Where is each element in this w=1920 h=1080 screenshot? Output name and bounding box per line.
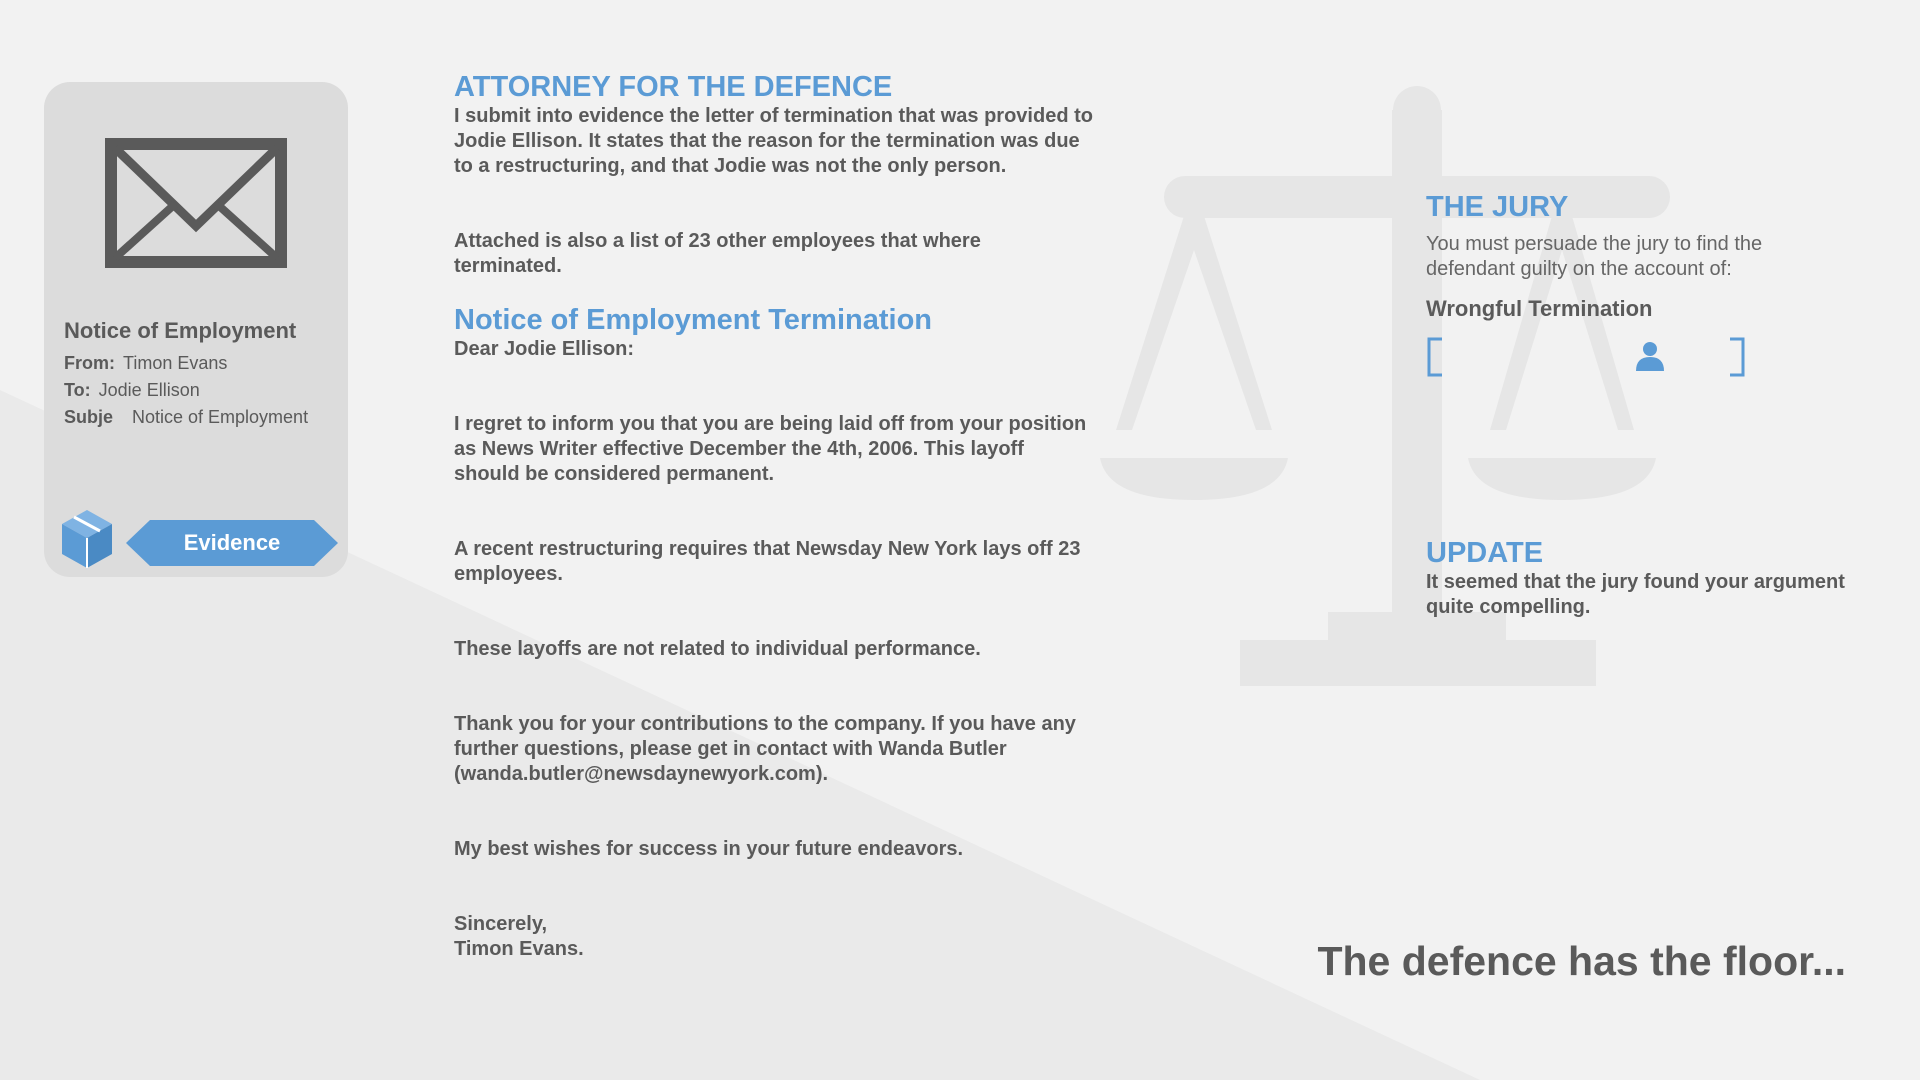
evidence-button[interactable]: [126, 520, 338, 566]
floor-status: The defence has the floor...: [1317, 938, 1846, 984]
argument-paragraph: Attached is also a list of 23 other employees that where terminated.: [454, 230, 981, 277]
letter-paragraph: These layoffs are not related to individual performance.: [454, 638, 981, 660]
jury-description: You must persuade the jury to find the defendant guilty on the account of:: [1426, 233, 1763, 280]
evidence-card: [44, 82, 348, 577]
person-icon: [1635, 340, 1665, 372]
jury-title: THE JURY: [1426, 191, 1569, 223]
update-title: UPDATE: [1426, 537, 1544, 569]
letter-paragraph: A recent restructuring requires that Newsday New York lays off 23 employees.: [454, 538, 1081, 585]
to-value: Jodie Ellison: [98, 380, 200, 400]
letter-paragraph: I regret to inform you that you are being laid off from your position as News Writer effective December the 4th, 2006. This layoff should be considered permanent.: [454, 413, 1087, 485]
to-label: To:: [64, 380, 91, 400]
letter-paragraph: Thank you for your contributions to the company. If you have any further questions, please get in contact with Wanda Butler (wanda.butler@newsdaynewyork.com).: [454, 713, 1076, 785]
jury-charge: Wrongful Termination: [1426, 296, 1653, 321]
letter-greeting: Dear Jodie Ellison:: [454, 338, 635, 360]
letter-heading: Notice of Employment Termination: [454, 304, 933, 336]
update-panel: [1426, 536, 1846, 620]
envelope-icon: [105, 138, 287, 268]
argument-heading: ATTORNEY FOR THE DEFENCE: [454, 71, 893, 103]
subject-row: [64, 407, 308, 428]
jury-panel: [1426, 190, 1846, 378]
from-row: [64, 353, 227, 374]
update-text: It seemed that the jury found your argument quite compelling.: [1426, 571, 1845, 618]
argument-column: [454, 70, 1094, 962]
from-value: Timon Evans: [123, 353, 228, 373]
letter-closing: Sincerely,: [454, 913, 548, 935]
letter-signature: Timon Evans.: [454, 938, 584, 960]
box-icon[interactable]: [60, 508, 114, 570]
argument-paragraph: I submit into evidence the letter of termination that was provided to Jodie Ellison. It states that the reason for the termination was due to a restructuring, and that Jodie was not the only person.: [454, 105, 1093, 177]
to-row: [64, 380, 200, 401]
from-label: From:: [64, 353, 115, 373]
subject-label: Subje: [64, 407, 114, 427]
evidence-title: Notice of Employment: [64, 318, 297, 343]
subject-value: Notice of Employment: [132, 407, 309, 427]
jury-meter: [1426, 336, 1746, 378]
evidence-button-label: Evidence: [183, 530, 281, 555]
jury-meter-brackets: [1426, 336, 1746, 378]
letter-paragraph: My best wishes for success in your future endeavors.: [454, 838, 964, 860]
